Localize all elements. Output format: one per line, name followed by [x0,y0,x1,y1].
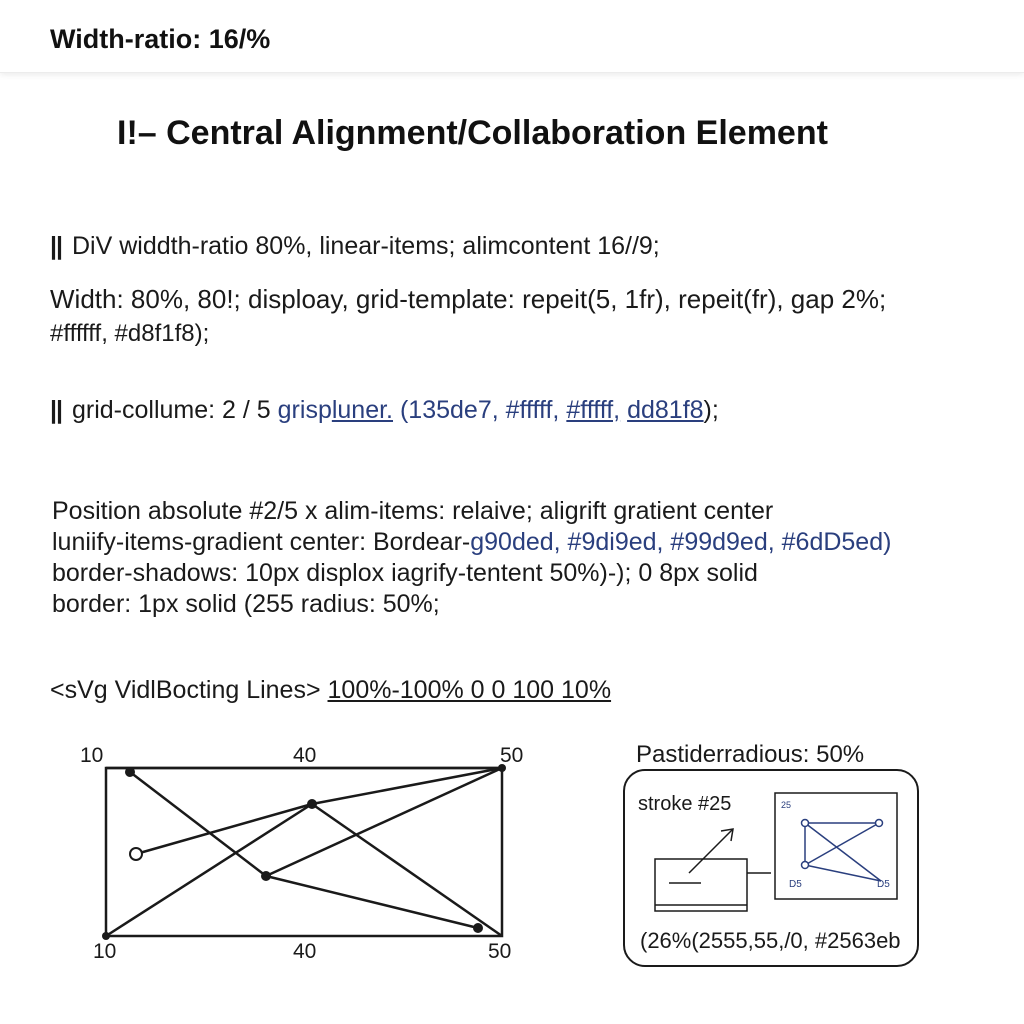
arrow-shaft [689,829,733,873]
divider-bars: || [50,396,62,424]
svg-caption [50,676,611,705]
network-lines [805,823,881,881]
stroke-label: stroke #25 [638,793,732,815]
tick-top-2: 40 [293,744,317,767]
note-line-4 [50,396,719,425]
note-line-1 [50,232,660,261]
svg-caption-value: 100%-100% 0 0 100 10% [327,676,612,704]
diagram-frame [106,768,502,936]
tick-bottom-3: 50 [488,940,512,963]
diagram-line [266,768,502,876]
tick-top-1: 10 [80,744,104,767]
position-line-2-colors: g90ded, #9di9ed, #99d9ed, #6dD5ed) [470,528,892,556]
note-line-4-link-d: #fffff, [566,396,621,424]
connecting-lines-diagram [60,730,560,970]
diagram-nodes [102,764,506,940]
mini-label-top: 25 [781,800,792,810]
diagram-node [125,767,135,777]
note-line-4-blue-c: (135de7, #fffff, [399,396,560,424]
diagram-line [312,804,502,936]
note-line-4-blue-a: grisp [277,396,332,424]
diagram-line [136,804,312,854]
position-line-4: border: 1px solid (255 radius: 50%; [52,590,440,618]
diagram-node [307,799,317,809]
tick-bottom-1: 10 [93,940,117,963]
position-line-1: Position absolute #2/5 x alim-items: relaive; aligrift gratient center [52,497,774,525]
divider-bars: || [50,232,62,260]
note-line-1-text: DiV widdth-ratio 80%, linear-items; alimcontent 16//9; [72,232,660,260]
position-line-2 [52,528,891,557]
header-bar [0,0,1024,73]
tick-bottom-2: 40 [293,940,317,963]
diagram-node [473,923,483,933]
note-line-4-text: grid-collume: 2 / 5 [72,396,271,424]
rounded-panel [623,769,919,967]
svg-caption-prefix: <sVg VidlBocting Lines> [50,676,321,704]
diagram-open-node [130,848,142,860]
position-line-2-text: luniify-items-gradient center: Bordear- [52,528,471,556]
mini-box [655,859,747,911]
note-line-3: #ffffff, #d8f1f8); [50,320,210,347]
note-line-4-link-a: luner. [331,396,394,424]
note-line-4-tail: ); [703,396,719,424]
note-line-2: Width: 80%, 80!; disploay, grid-template: repeit(5, 1fr), repeit(fr), gap 2%; [50,284,887,314]
diagram-node [102,932,110,940]
position-line-3: border-shadows: 10px displox iagrify-tentent 50%)-); 0 8px solid [52,559,758,587]
panel-footer: (26%(2555,55,/0, #2563eb [640,928,901,953]
diagram-line [312,768,502,804]
diagram-node [261,871,271,881]
mini-label-right: D5 [877,879,890,890]
header-title: Width-ratio: 16/% [50,24,271,54]
page-title: I!– Central Alignment/Collaboration Element [117,114,828,152]
diagram-line [266,876,478,928]
mini-label-left: D5 [789,879,802,890]
tick-top-3: 50 [500,744,524,767]
note-line-4-link-e: dd81f8 [627,396,704,424]
panel-label: Pastiderradious: 50% [636,741,865,768]
diagram-lines [106,768,502,936]
